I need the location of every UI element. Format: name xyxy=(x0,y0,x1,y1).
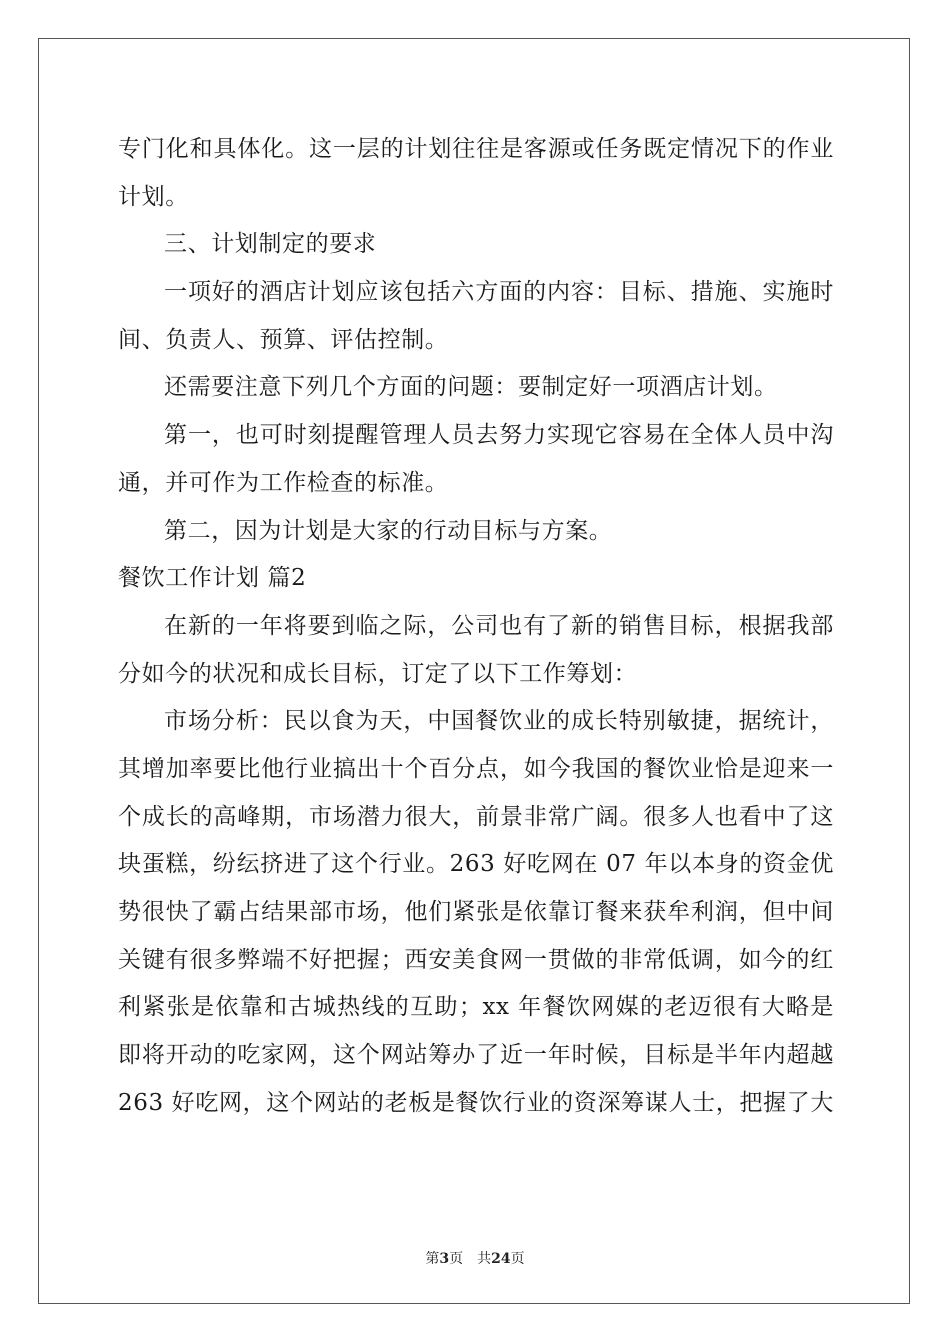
footer-total-suffix: 页 xyxy=(510,1251,525,1267)
text-line: 即将开动的吃家网，这个网站筹办了近一年时候，目标是半年内超越 xyxy=(118,1042,834,1069)
text-line: 一项好的酒店计划应该包括六方面的内容：目标、措施、实施时 xyxy=(164,279,834,306)
text-line: 专门化和具体化。这一层的计划往往是客源或任务既定情况下的作业 xyxy=(118,136,834,162)
text-line: 在新的一年将要到临之际，公司也有了新的销售目标，根据我部 xyxy=(164,612,834,639)
text-line: 263 好吃网，这个网站的老板是餐饮行业的资深筹谋人士，把握了大 xyxy=(118,1089,834,1116)
text-line: 还需要注意下列几个方面的问题：要制定好一项酒店计划。 xyxy=(164,374,778,401)
text-line: 间、负责人、预算、评估控制。 xyxy=(118,326,449,353)
text-line: 块蛋糕，纷纭挤进了这个行业。263 好吃网在 07 年以本身的资金优 xyxy=(118,851,834,878)
footer-page-suffix: 页 xyxy=(449,1251,464,1267)
footer-total-prefix: 共 xyxy=(477,1251,492,1267)
document-body xyxy=(118,126,834,1127)
text-line: 利紧张是依靠和古城热线的互助；xx 年餐饮网媒的老迈很有大略是 xyxy=(118,994,834,1021)
text-line: 关键有很多弊端不好把握；西安美食网一贯做的非常低调，如今的红 xyxy=(118,946,834,973)
text-line: 分如今的状况和成长目标，订定了以下工作筹划： xyxy=(118,660,638,687)
text-line: 三、计划制定的要求 xyxy=(164,231,377,258)
footer-prefix: 第 xyxy=(425,1251,440,1267)
text-line: 市场分析：民以食为天，中国餐饮业的成长特别敏捷，据统计， xyxy=(164,708,834,735)
text-line: 势很快了霸占结果部市场，他们紧张是依靠订餐来获牟利润，但中间 xyxy=(118,899,834,925)
text-line: 第一，也可时刻提醒管理人员去努力实现它容易在全体人员中沟 xyxy=(164,422,834,449)
text-line: 通，并可作为工作检查的标准。 xyxy=(118,469,449,496)
text-line: 第二，因为计划是大家的行动目标与方案。 xyxy=(164,517,613,544)
text-line: 计划。 xyxy=(118,183,189,210)
page-footer xyxy=(0,1248,950,1268)
current-page-number: 3 xyxy=(439,1251,450,1267)
total-page-count: 24 xyxy=(491,1251,511,1267)
text-line: 个成长的高峰期，市场潜力很大，前景非常广阔。很多人也看中了这 xyxy=(118,803,834,830)
section-heading: 餐饮工作计划 篇2 xyxy=(118,565,307,592)
text-line: 其增加率要比他行业搞出十个百分点，如今我国的餐饮业恰是迎来一 xyxy=(118,755,834,782)
